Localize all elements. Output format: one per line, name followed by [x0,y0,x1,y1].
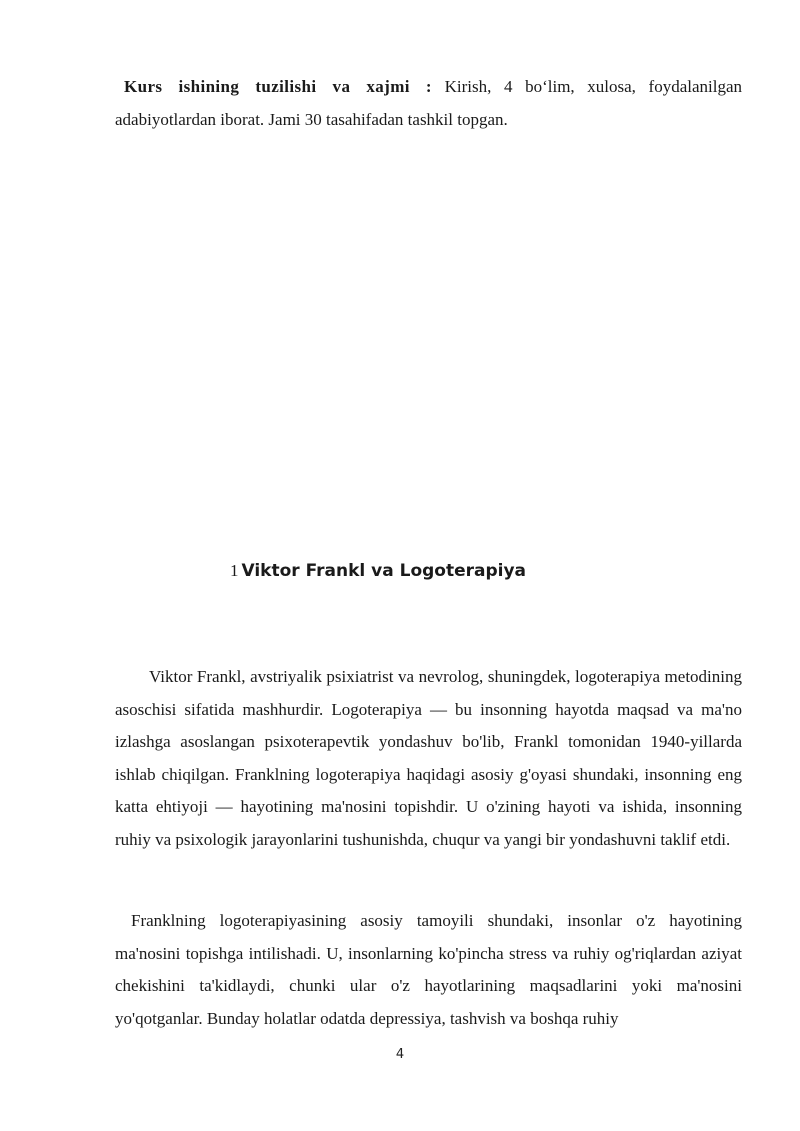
body-paragraph-1: Viktor Frankl, avstriyalik psixiatrist va nevrolog, shuningdek, logoterapiya metodining asoschisi sifatida mashhurdir. Logoterapiya — bu insonning hayotda maqsad va ma'no izlashga asoslangan psixoterapevtik yondashuv bo'lib, Frankl tomonidan 1940-yillarda ishlab chiqilgan. Franklning logoterapiya haqidagi asosiy g'oyasi shundaki, insonning eng katta ehtiyoji — hayotining ma'nosini topishdir. U o'zining hayoti va ishida, insonning ruhiy va psixologik jarayonlarini tushunishda, chuqur va yangi bir yondashuvni taklif etdi. [115,667,742,849]
intro-text: Kirish, 4 bo‘lim, xulosa, foydalanilgan adabiyotlardan iborat. Jami 30 tasahifadan tashkil topgan. [115,77,743,129]
section-heading [230,561,526,581]
section-title: Viktor Frankl va Logoterapiya [241,561,527,581]
intro-bold-lead: Kurs ishining tuzilishi va xajmi : [124,77,432,96]
section-number: 1 [230,561,239,580]
body-paragraph-2: Franklning logoterapiyasining asosiy tamoyili shundaki, insonlar o'z hayotining ma'nosini topishga intilishadi. U, insonlarning ko'pincha stress va ruhiy og'riqlardan aziyat chekishini ta'kidlaydi, chunki ular o'z hayotlarining maqsadlarini yoki ma'nosini yo'qotganlar. Bunday holatlar odatda depressiya, tashvish va boshqa ruhiy [115,911,742,1028]
page-number: 4 [395,1047,405,1062]
intro-paragraph [115,71,742,136]
